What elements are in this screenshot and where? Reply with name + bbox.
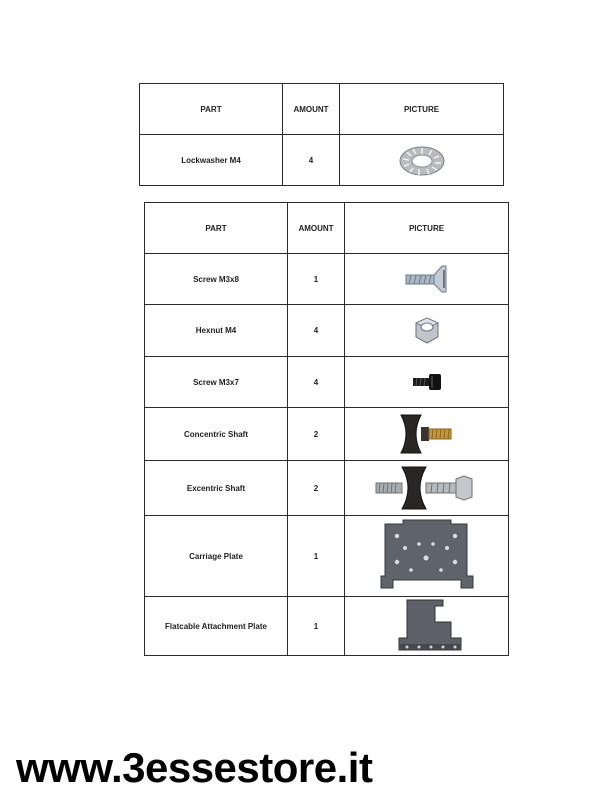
lockwasher-icon <box>397 142 447 178</box>
excentric-shaft-icon <box>372 463 482 513</box>
flat-head-screw-icon <box>402 262 452 296</box>
part-picture <box>345 357 509 408</box>
part-name: Hexnut M4 <box>145 305 288 357</box>
header-amount: AMOUNT <box>288 203 345 254</box>
table-header-row <box>145 203 509 254</box>
part-amount: 1 <box>288 254 345 305</box>
header-amount: AMOUNT <box>283 84 340 135</box>
table-row <box>145 408 509 461</box>
attachment-plate-icon <box>385 598 469 654</box>
part-amount: 1 <box>288 516 345 597</box>
part-name: Flatcable Attachment Plate <box>145 597 288 656</box>
part-picture <box>345 516 509 597</box>
part-name: Carriage Plate <box>145 516 288 597</box>
part-amount: 4 <box>283 135 340 186</box>
part-amount: 4 <box>288 305 345 357</box>
table-row <box>145 461 509 516</box>
part-picture <box>345 461 509 516</box>
concentric-shaft-icon <box>395 411 459 457</box>
table-row <box>145 254 509 305</box>
parts-table-2 <box>144 202 509 656</box>
table-row <box>145 597 509 656</box>
header-part: PART <box>145 203 288 254</box>
socket-screw-icon <box>409 371 445 393</box>
part-name: Screw M3x8 <box>145 254 288 305</box>
table-header-row <box>140 84 504 135</box>
header-part: PART <box>140 84 283 135</box>
part-name: Lockwasher M4 <box>140 135 283 186</box>
part-name: Excentric Shaft <box>145 461 288 516</box>
header-picture: PICTURE <box>340 84 504 135</box>
table-row <box>145 357 509 408</box>
carriage-plate-icon <box>375 518 479 594</box>
table-row <box>145 305 509 357</box>
parts-table-1 <box>139 83 504 186</box>
part-amount: 2 <box>288 461 345 516</box>
table-row <box>145 516 509 597</box>
hex-nut-icon <box>412 315 442 347</box>
table-row <box>140 135 504 186</box>
part-name: Concentric Shaft <box>145 408 288 461</box>
part-picture <box>340 135 504 186</box>
part-name: Screw M3x7 <box>145 357 288 408</box>
part-amount: 4 <box>288 357 345 408</box>
website-url: www.3essestore.it <box>16 744 373 791</box>
part-picture <box>345 254 509 305</box>
part-picture <box>345 597 509 656</box>
header-picture: PICTURE <box>345 203 509 254</box>
part-picture <box>345 408 509 461</box>
part-picture <box>345 305 509 357</box>
part-amount: 2 <box>288 408 345 461</box>
part-amount: 1 <box>288 597 345 656</box>
